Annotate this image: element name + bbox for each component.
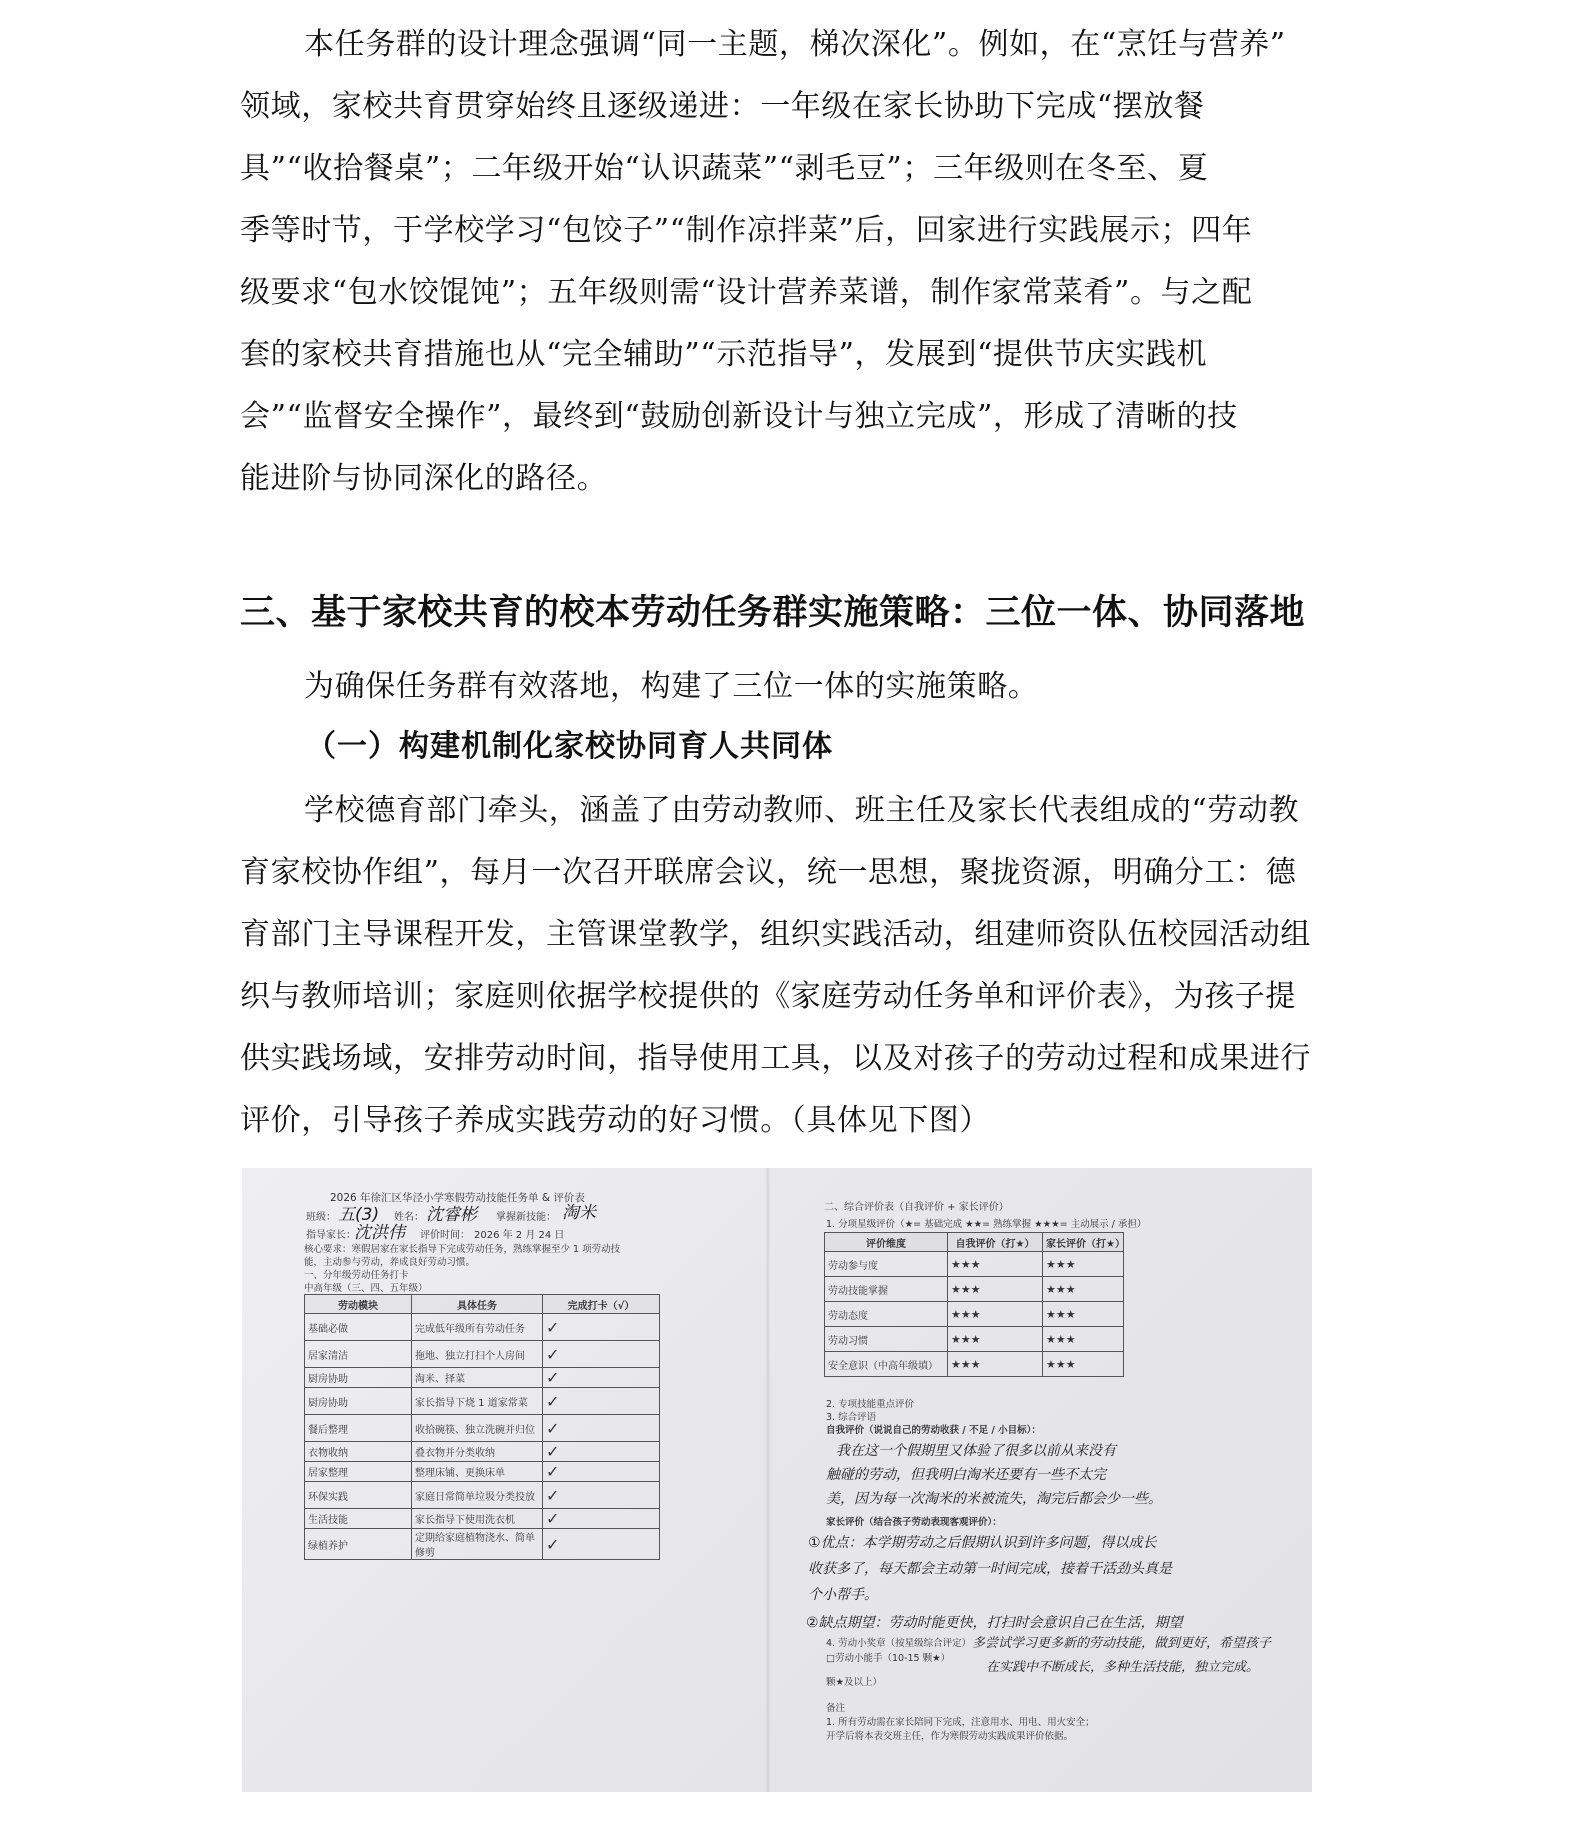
task-row — [305, 1388, 660, 1415]
intro-paragraph-line: 会”“监督安全操作”，最终到“鼓励创新设计与独立完成”，形成了清晰的技 — [240, 399, 1238, 434]
skill-label: 掌握新技能： — [496, 1212, 556, 1223]
task-module: 衣物收纳 — [305, 1442, 412, 1462]
self-eval-hand-1: 我在这一个假期里又体验了很多以前从来没有 — [836, 1443, 1116, 1459]
eval-self: ★★★ — [948, 1277, 1043, 1302]
task-module: 厨房协助 — [305, 1368, 412, 1388]
eval-self: ★★★ — [948, 1252, 1043, 1277]
task-text: 叠衣物并分类收纳 — [412, 1442, 543, 1462]
date-value: 2026 年 2 月 24 日 — [474, 1230, 565, 1241]
eval-self: ★★★ — [948, 1302, 1043, 1327]
date-label: 评价时间： — [420, 1230, 470, 1241]
task-module: 厨房协助 — [305, 1388, 412, 1415]
task-check: ✓ — [543, 1442, 660, 1462]
self-eval-label: 自我评价（说说自己的劳动收获 / 不足 / 小目标）： — [826, 1425, 1041, 1436]
eval-row — [825, 1327, 1124, 1352]
header-dim: 评价维度 — [825, 1233, 948, 1252]
section-intro: 为确保任务群有效落地，构建了三位一体的实施策略。 — [304, 669, 1039, 704]
eval-dimension: 劳动习惯 — [825, 1327, 948, 1352]
task-text: 家长指导下使用洗衣机 — [412, 1509, 543, 1529]
note-line-2: 开学后将本表交班主任，作为寒假劳动实践成果评价依据。 — [826, 1731, 1074, 1742]
parent-eval-hand-2: 收获多了，每天都会主动第一时间完成，接着干活劲头真是 — [808, 1561, 1172, 1577]
parent-eval-hand-1: ①优点：本学期劳动之后假期认识到许多问题，得以成长 — [808, 1535, 1157, 1551]
subsection-paragraph-line: 学校德育部门牵头，涵盖了由劳动教师、班主任及家长代表组成的“劳动教 — [304, 793, 1300, 828]
eval-parent: ★★★ — [1043, 1252, 1124, 1277]
task-text: 拖地、独立打扫个人房间 — [412, 1341, 543, 1368]
task-row — [305, 1482, 660, 1509]
eval-self: ★★★ — [948, 1352, 1043, 1377]
intro-paragraph-line: 具”“收拾餐桌”；二年级开始“认识蔬菜”“剥毛豆”；三年级则在冬至、夏 — [240, 151, 1209, 186]
task-text: 完成低年级所有劳动任务 — [412, 1314, 543, 1341]
paper-fold — [766, 1168, 770, 1792]
header-task: 具体任务 — [412, 1295, 543, 1314]
notes-label: 备注 — [826, 1703, 846, 1714]
eval-table — [824, 1232, 1124, 1377]
task-text: 定期给家庭植物浇水、简单修剪 — [412, 1529, 543, 1560]
task-check: ✓ — [543, 1482, 660, 1509]
name-value: 沈睿彬 — [426, 1205, 477, 1225]
self-eval-hand-2: 触碰的劳动，但我明白淘米还要有一些不太完 — [826, 1467, 1106, 1483]
task-check: ✓ — [543, 1314, 660, 1341]
name-label: 姓名： — [394, 1212, 424, 1223]
medal-option: □劳动小能手（10-15 颗★） — [826, 1653, 951, 1664]
task-module: 生活技能 — [305, 1509, 412, 1529]
part1-title: 一、分年级劳动任务打卡 — [304, 1270, 409, 1281]
parent-value: 沈洪伟 — [354, 1223, 405, 1243]
skill-value: 淘米 — [562, 1203, 596, 1223]
task-module: 居家整理 — [305, 1462, 412, 1482]
intro-paragraph-line: 领域，家校共育贯穿始终且逐级递进：一年级在家长协助下完成“摆放餐 — [240, 89, 1205, 124]
eval-parent: ★★★ — [1043, 1352, 1124, 1377]
part2-title: 二、综合评价表（自我评价 + 家长评价） — [824, 1202, 1009, 1213]
task-module: 餐后整理 — [305, 1415, 412, 1442]
subsection-paragraph-line: 评价，引导孩子养成实践劳动的好习惯。（具体见下图） — [240, 1103, 990, 1138]
task-row — [305, 1509, 660, 1529]
note-line-1: 1. 所有劳动需在家长陪同下完成，注意用水、用电、用火安全； — [826, 1717, 1095, 1728]
eval-row — [825, 1252, 1124, 1277]
task-row — [305, 1415, 660, 1442]
eval-parent: ★★★ — [1043, 1327, 1124, 1352]
task-text: 收拾碗筷、独立洗碗并归位 — [412, 1415, 543, 1442]
task-module: 环保实践 — [305, 1482, 412, 1509]
task-module: 居家清洁 — [305, 1341, 412, 1368]
eval-row — [825, 1352, 1124, 1377]
subsection-paragraph-line: 育部门主导课程开发，主管课堂教学，组织实践活动，组建师资队伍校园活动组 — [240, 917, 1311, 952]
parent-label: 指导家长： — [306, 1230, 356, 1241]
parent-eval-hand-6: 在实践中不断成长，多种生活技能，独立完成。 — [986, 1660, 1260, 1675]
part2-sub1: 1. 分项星级评价（★= 基础完成 ★★= 熟练掌握 ★★★= 主动展示 / 承担） — [826, 1219, 1147, 1230]
part2-sub2: 2. 专项技能重点评价 — [826, 1399, 915, 1410]
task-check: ✓ — [543, 1462, 660, 1482]
task-module: 基础必做 — [305, 1314, 412, 1341]
task-text: 家长指导下烧 1 道家常菜 — [412, 1388, 543, 1415]
parent-eval-hand-4: ②缺点期望：劳动时能更快，打扫时会意识自己在生活，期望 — [806, 1615, 1183, 1631]
task-row — [305, 1314, 660, 1341]
task-text: 整理床铺、更换床单 — [412, 1462, 543, 1482]
eval-row — [825, 1277, 1124, 1302]
intro-paragraph-line: 级要求“包水饺馄饨”；五年级则需“设计营养菜谱，制作家常菜肴”。与之配 — [240, 275, 1253, 310]
subsection-paragraph-line: 织与教师培训；家庭则依据学校提供的《家庭劳动任务单和评价表》，为孩子提 — [240, 979, 1296, 1014]
task-module: 绿植养护 — [305, 1529, 412, 1560]
header-self: 自我评价（打★） — [948, 1233, 1043, 1252]
task-row — [305, 1341, 660, 1368]
task-check: ✓ — [543, 1415, 660, 1442]
task-row — [305, 1442, 660, 1462]
task-text: 淘米、择菜 — [412, 1368, 543, 1388]
task-row — [305, 1529, 660, 1560]
subsection-paragraph-line: 育家校协作组”，每月一次召开联席会议，统一思想，聚拢资源，明确分工：德 — [240, 855, 1297, 890]
requirement-line-2: 能，主动参与劳动，养成良好劳动习惯。 — [304, 1257, 476, 1268]
task-check: ✓ — [543, 1388, 660, 1415]
eval-dimension: 劳动态度 — [825, 1302, 948, 1327]
parent-eval-label: 家长评价（结合孩子劳动表现客观评价）： — [826, 1517, 1002, 1528]
task-table-header — [305, 1295, 660, 1314]
parent-eval-hand-5: 多尝试学习更多新的劳动技能，做到更好，希望孩子 — [972, 1636, 1272, 1651]
subsection-paragraph-line: 供实践场域，安排劳动时间，指导使用工具，以及对孩子的劳动过程和成果进行 — [240, 1041, 1311, 1076]
section-heading: 三、基于家校共育的校本劳动任务群实施策略：三位一体、协同落地 — [240, 593, 1306, 633]
header-module: 劳动模块 — [305, 1295, 412, 1314]
header-check: 完成打卡（√） — [543, 1295, 660, 1314]
intro-paragraph-line: 本任务群的设计理念强调“同一主题，梯次深化”。例如，在“烹饪与营养” — [304, 27, 1286, 62]
task-table — [304, 1294, 660, 1560]
task-check: ✓ — [543, 1509, 660, 1529]
class-value: 五(3) — [338, 1205, 380, 1225]
worksheet-photo — [242, 1168, 1312, 1792]
worksheet-title: 2026 年徐汇区华泾小学寒假劳动技能任务单 & 评价表 — [330, 1192, 585, 1204]
task-row — [305, 1368, 660, 1388]
eval-row — [825, 1302, 1124, 1327]
intro-paragraph-line: 季等时节，于学校学习“包饺子”“制作凉拌菜”后，回家进行实践展示；四年 — [240, 213, 1253, 248]
intro-paragraph-line: 能进阶与协同深化的路径。 — [240, 461, 608, 496]
header-parent: 家长评价（打★） — [1043, 1233, 1124, 1252]
eval-dimension: 劳动参与度 — [825, 1252, 948, 1277]
task-check: ✓ — [543, 1368, 660, 1388]
self-eval-hand-3: 美，因为每一次淘米的米被流失，淘完后都会少一些。 — [826, 1491, 1162, 1507]
eval-table-header — [825, 1233, 1124, 1252]
class-label: 班级： — [306, 1212, 336, 1223]
task-check: ✓ — [543, 1529, 660, 1560]
task-row — [305, 1462, 660, 1482]
task-text: 家庭日常简单垃圾分类投放 — [412, 1482, 543, 1509]
medal-note: 颗★及以上） — [826, 1677, 883, 1688]
subsection-heading: （一）构建机制化家校协同育人共同体 — [306, 729, 833, 764]
intro-paragraph-line: 套的家校共育措施也从“完全辅助”“示范指导”，发展到“提供节庆实践机 — [240, 337, 1208, 372]
part2-sub4: 4. 劳动小奖章（按星级综合评定） — [826, 1638, 972, 1649]
eval-dimension: 安全意识（中高年级填） — [825, 1352, 948, 1377]
part2-sub3: 3. 综合评语 — [826, 1412, 877, 1423]
parent-eval-hand-3: 个小帮手。 — [808, 1587, 878, 1603]
grade-label: 中高年级（三、四、五年级） — [304, 1283, 428, 1294]
eval-dimension: 劳动技能掌握 — [825, 1277, 948, 1302]
eval-parent: ★★★ — [1043, 1302, 1124, 1327]
eval-parent: ★★★ — [1043, 1277, 1124, 1302]
requirement-line-1: 核心要求：寒假居家在家长指导下完成劳动任务，熟练掌握至少 1 项劳动技 — [304, 1244, 621, 1255]
task-check: ✓ — [543, 1341, 660, 1368]
eval-self: ★★★ — [948, 1327, 1043, 1352]
